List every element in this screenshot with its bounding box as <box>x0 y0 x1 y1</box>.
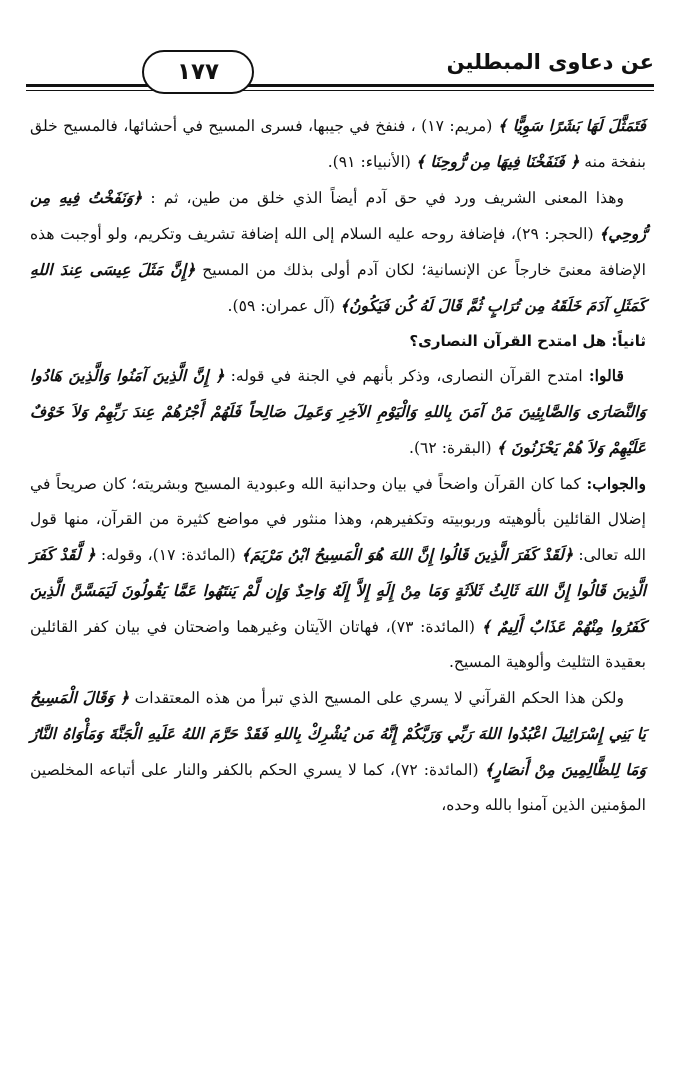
page-body <box>30 108 646 823</box>
paragraph <box>30 680 646 823</box>
quran-verse: ﴿ وَقَالَ الْمَسِيحُ يَا بَنِي إِسْرَائِيلَ اعْبُدُوا اللهَ رَبِّي وَرَبَّكُمْ إِنَّهُ مَن يُشْرِكْ بِاللهِ فَقَدْ حَرَّمَ اللهُ عَلَيهِ الْجَنَّةَ وَمَأْوَاهُ النَّارُ وَمَا لِلظَّالِمِينَ مِنْ أَنصَارٍ﴾ <box>30 688 647 779</box>
text-run: (آل عمران: ٥٩). <box>227 297 340 315</box>
quran-verse: ﴿وَنَفَخْتُ فِيهِ مِن رُّوحِي﴾ <box>30 188 646 243</box>
paragraph <box>30 108 646 180</box>
quran-verse: ﴿لَقَدْ كَفَرَ الَّذِينَ قَالُوا إِنَّ اللهَ هُوَ الْمَسِيحُ ابْنُ مَرْيَمَ﴾ <box>241 545 574 564</box>
lead-word: والجواب: <box>586 474 646 493</box>
header-rule-thin <box>26 90 654 91</box>
text-run: (المائدة: ١٧)، وقوله: <box>95 546 242 564</box>
text-run: كما كان القرآن واضحاً في بيان وحدانية الله وعبودية المسيح وبشريته؛ كان صريحاً في إضلال القائلين بألوهيته وربوبيته وتكفيرهم، وهذا منثور في مواضع كثيرة من القرآن، منها قول الله تعالى: <box>30 475 646 564</box>
paragraph <box>30 180 646 324</box>
page-number: ١٧٧ <box>142 50 254 94</box>
section-heading: ثانياً: هل امتدح القرآن النصارى؟ <box>409 332 646 350</box>
quran-verse: ﴿إِنَّ مَثَلَ عِيسَى عِندَ اللهِ كَمَثَلِ آدَمَ خَلَقَهُ مِن تُرَابٍ ثُمَّ قَالَ لَهُ كُن فَيَكُونُ﴾ <box>30 260 646 315</box>
text-run: (الحجر: ٢٩)، فإضافة روحه عليه السلام إلى الله إضافة تشريف وتكريم، ولو أوجبت هذه الإضافة معنىً خارجاً عن الإنسانية؛ لكان آدم أولى بذلك من المسيح <box>30 225 646 279</box>
text-run: (المائدة: ٧٢)، كما لا يسري الحكم بالكفر والنار على أتباعه المخلصين المؤمنين الذين آمنوا بالله وحده، <box>30 761 646 814</box>
text-run: (مريم: ١٧) ، فنفخ في جيبها، فسرى المسيح في أحشائها، فالمسيح خلق بنفخة منه <box>30 117 646 171</box>
text-run: (البقرة: ٦٢). <box>409 439 497 457</box>
quran-verse: فَتَمَثَّلَ لَهَا بَشَرًا سَوِيًّا ﴾ <box>497 116 646 135</box>
text-run: امتدح القرآن النصارى، وذكر بأنهم في الجنة في قوله: <box>224 367 589 385</box>
quran-verse: ﴿ إِنَّ الَّذِينَ آمَنُوا وَالَّذِينَ هَادُوا وَالنَّصَارَى وَالصَّابِئِينَ مَنْ آمَنَ بِاللهِ وَالْيَوْمِ الآخِرِ وَعَمِلَ صَالِحاً فَلَهُمْ أَجْرُهُمْ عِندَ رَبِّهِمْ وَلاَ خَوْفٌ عَلَيْهِمْ وَلاَ هُمْ يَحْزَنُونَ ﴾ <box>30 366 646 457</box>
paragraph <box>30 466 646 680</box>
running-title: عن دعاوى المبطلين <box>446 50 654 74</box>
text-run: (المائدة: ٧٣)، فهاتان الآيتان وغيرهما واضحتان في بيان كفر القائلين بعقيدة التثليث وألوهية المسيح. <box>30 618 646 671</box>
text-run: (الأنبياء: ٩١). <box>327 153 416 171</box>
header-rule <box>26 84 654 87</box>
quran-verse: ﴿ لَّقَدْ كَفَرَ الَّذِينَ قَالُوا إِنَّ اللهَ ثَالِثُ ثَلاَثَةٍ وَمَا مِنْ إِلَهٍ إِلاَّ إِلَهٌ وَاحِدٌ وَإِن لَّمْ يَنتَهُوا عَمَّا يَقُولُونَ لَيَمَسَّنَّ الَّذِينَ كَفَرُوا مِنْهُمْ عَذَابٌ أَلِيمٌ ﴾ <box>30 545 646 636</box>
text-run: وهذا المعنى الشريف ورد في حق آدم أيضاً الذي خلق من طين، ثم : <box>142 189 625 207</box>
page-header <box>26 38 654 94</box>
text-run: ولكن هذا الحكم القرآني لا يسري على المسيح الذي تبرأ من هذه المعتقدات <box>129 689 625 707</box>
lead-word: قالوا: <box>588 366 624 385</box>
paragraph <box>30 358 646 466</box>
quran-verse: ﴿ فَنَفَخْنَا فِيهَا مِن رُّوحِنَا ﴾ <box>415 152 580 171</box>
